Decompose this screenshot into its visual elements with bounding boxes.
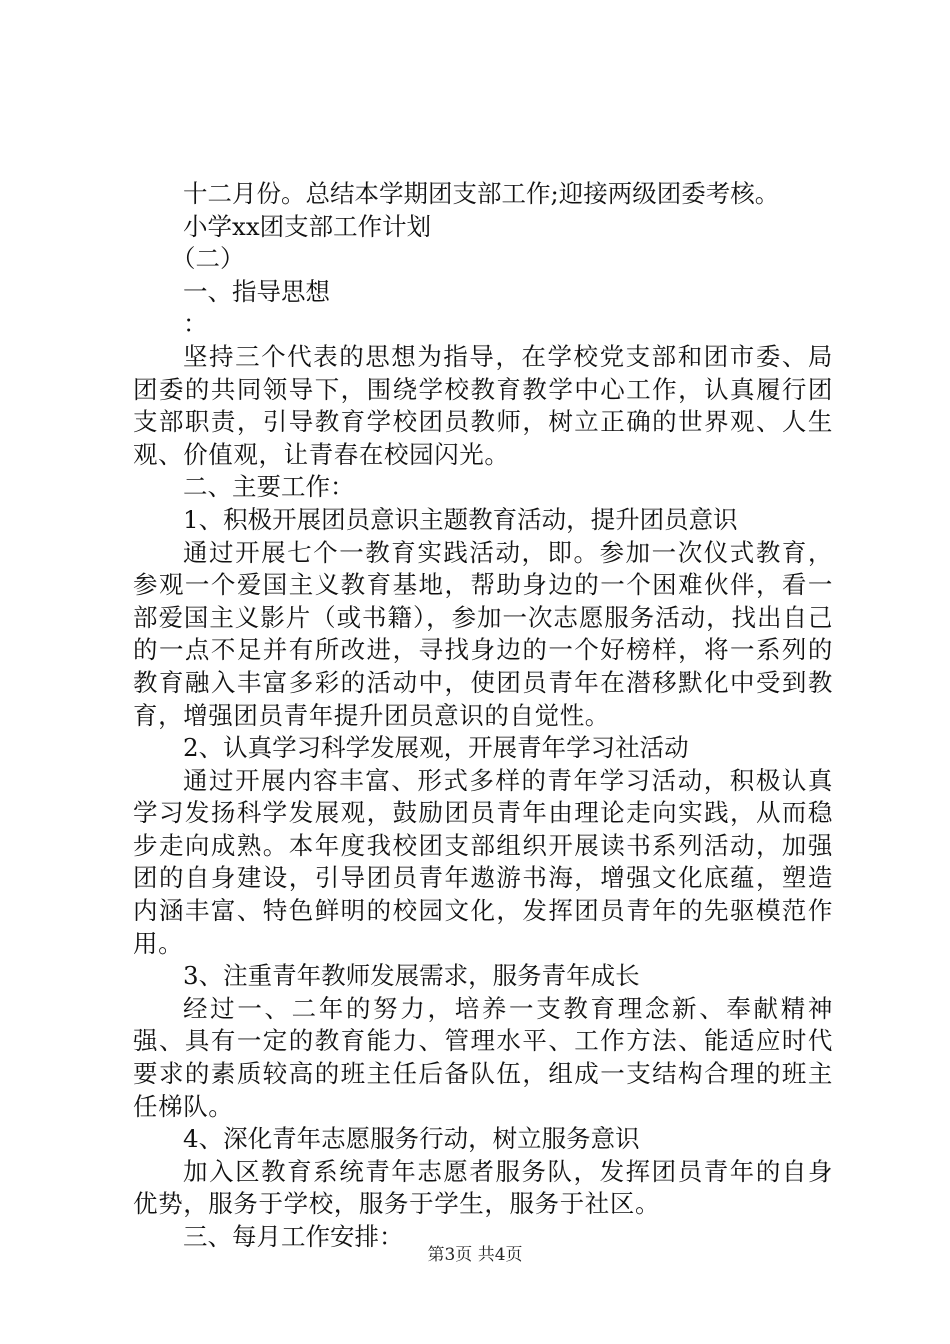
paragraph-2: 通过开展内容丰富、形式多样的青年学习活动，积极认真学习发扬科学发展观，鼓励团员青年由理论走向实践，从而稳步走向成熟。本年度我校团支部组织开展读书系列活动，加强团的自身建设，引导团员青年遨游书海，增强文化底蕴，塑造内涵丰富、特色鲜明的校园文化，发挥团员青年的先驱模范作用。: [133, 765, 833, 958]
heading-monthly-schedule: 三、每月工作安排：: [183, 1222, 404, 1251]
page-number-footer: 第3页 共4页: [427, 1245, 523, 1265]
subheading-1: 1、积极开展团员意识主题教育活动，提升团员意识: [183, 504, 738, 534]
paragraph-4: 加入区教育系统青年志愿者服务队，发挥团员青年的自身优势，服务于学校，服务于学生，服务于社区。: [133, 1156, 833, 1219]
colon-line: ：: [183, 309, 208, 339]
paragraph-3: 经过一、二年的努力，培养一支教育理念新、奉献精神强、具有一定的教育能力、管理水平、工作方法、能适应时代要求的素质较高的班主任后备队伍，组成一支结构合理的班主任梯队。: [133, 993, 833, 1121]
paragraph-1: 通过开展七个一教育实践活动，即。参加一次仪式教育，参观一个爱国主义教育基地，帮助身边的一个困难伙伴，看一部爱国主义影片（或书籍），参加一次志愿服务活动，找出自己的一点不足并有所改进，寻找身边的一个好榜样，将一系列的教育融入丰富多彩的活动中，使团员青年在潜移默化中受到教育，增强团员青年提升团员意识的自觉性。: [133, 537, 833, 730]
subheading-3: 3、注重青年教师发展需求，服务青年成长: [183, 961, 640, 991]
paragraph-guiding-thought: 坚持三个代表的思想为指导，在学校党支部和团市委、局团委的共同领导下，围绕学校教育教学中心工作，认真履行团支部职责，引导教育学校团员教师，树立正确的世界观、人生观、价值观，让青春在校园闪光。: [133, 341, 833, 469]
subheading-4: 4、深化青年志愿服务行动，树立服务意识: [183, 1124, 640, 1154]
heading-guiding-thought: 一、指导思想: [183, 276, 330, 306]
section-number: （二）: [171, 244, 245, 274]
plan-title: 小学xx团支部工作计划: [183, 211, 432, 241]
subheading-2: 2、认真学习科学发展观，开展青年学习社活动: [183, 733, 689, 763]
heading-main-work: 二、主要工作：: [183, 472, 355, 502]
document-body: [133, 178, 833, 1254]
text-line-december: 十二月份。总结本学期团支部工作;迎接两级团委考核。: [183, 179, 780, 208]
